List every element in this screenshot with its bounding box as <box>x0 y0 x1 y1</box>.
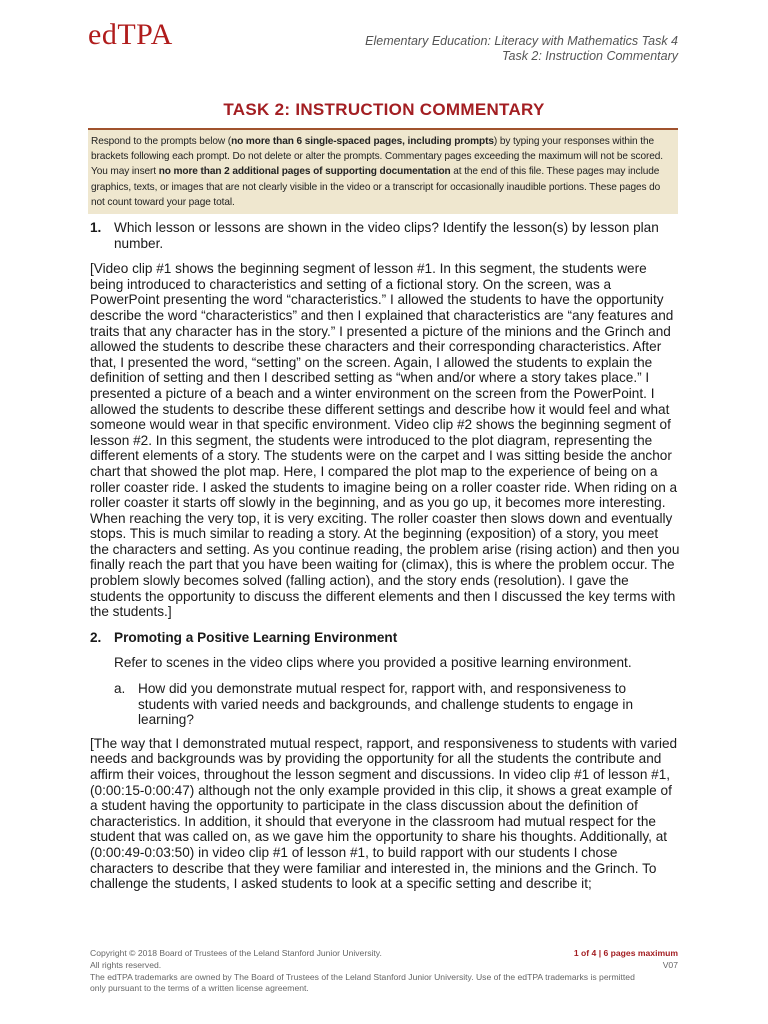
notice-bold-2: no more than 2 additional pages of supporting documentation <box>158 166 451 178</box>
header-subtitle-line1: Elementary Education: Literacy with Mathematics Task 4 <box>365 34 678 48</box>
document-header <box>365 34 678 64</box>
prompt-1 <box>90 220 680 251</box>
notice-text-2: ) by typing your responses within the brackets following each prompt. Do not delete or alter the prompts. Commentary pages exceeding the maximum will not be scored. You may insert <box>91 136 664 178</box>
prompt-2a-text: How did you demonstrate mutual respect for, rapport with, and responsiveness to students with varied needs and backgrounds, and challenge students to engage in learning? <box>138 681 634 728</box>
prompt-2 <box>90 630 680 646</box>
trademark-line: The edTPA trademarks are owned by The Board of Trustees of the Leland Stanford Junior University. Use of the edTPA trademarks is permitted only pursuant to the terms of a written license agreement. <box>90 971 635 994</box>
instructions-box <box>88 128 678 214</box>
prompt-2-number: 2. <box>90 629 102 645</box>
prompt-2a-label: a. <box>114 681 126 697</box>
notice-text-1: Respond to the prompts below ( <box>91 136 232 147</box>
response-1: [Video clip #1 shows the beginning segment of lesson #1. In this segment, the students were being introduced to characteristics and setting of a fictional story. On the screen, was a PowerPoint presenting the word “characteristics.” I allowed the students to have the opportunity describe the word “characteristics” and then I explained that characteristics are “any features and traits that any character has in the story.” I presented a picture of the minions and the Grinch and allowed the students to describe these characters and their corresponding characteristics. After that, I presented the word, “setting” on the screen. Again, I allowed the students to explain the definition of setting and then I described setting as “when and/or where a story takes place.” I presented a picture of a beach and a winter environment on the screen from the PowerPoint. I allowed the students to describe these different settings and describe how it would feel and what someone would wear in that specific environment. Video clip #2 shows the beginning segment of lesson #2. In this segment, the students were introduced to the plot diagram, representing the different elements of a story. The students were on the carpet and I was sitting beside the anchor chart that showed the plot map. Here, I compared the plot map to the experience of being on a roller coaster ride. I asked the students to imagine being on a roller coaster ride. When riding on a roller coaster it starts off slowly in the beginning, and as you go up, it becomes more interesting. When reaching the very top, it is very exciting. The roller coaster then slows down and eventually stops. This is much similar to reading a story. At the beginning (exposition) of a story, you meet the characters and setting. As you continue reading, the problem arise (rising action) and then you finally reach the part that you have been waiting for (climax), this is where the problem occur. The problem slowly becomes solved (falling action), and the story ends (resolution). I gave the students the opportunity to discuss the different elements and then I discussed the key terms with the students.] <box>90 261 680 620</box>
notice-bold-1: no more than 6 single-spaced pages, including prompts <box>231 136 494 147</box>
notice-text-3: at the end of this file. These pages may include graphics, texts, or images that are not clearly visible in the video or a transcript for occasionally inaudible portions. These pages do not count toward your page total. <box>91 166 661 208</box>
version-label: V07 <box>662 959 678 970</box>
header-subtitle-line2: Task 2: Instruction Commentary <box>502 49 678 63</box>
prompt-1-number: 1. <box>90 220 102 235</box>
commentary-body <box>90 220 680 902</box>
prompt-2-intro: Refer to scenes in the video clips where you provided a positive learning environment. <box>114 655 632 671</box>
copyright-line: Copyright © 2018 Board of Trustees of the Leland Stanford Junior University. <box>90 948 382 958</box>
rights-line: All rights reserved. <box>90 959 162 970</box>
response-2a: [The way that I demonstrated mutual respect, rapport, and responsiveness to students with varied needs and backgrounds was by providing the opportunity for all the students the contribute and affirm their voices, throughout the lesson segment and discussions. In video clip #1 of lesson #1, (0:00:15-0:00:47) although not the only example provided in this clip, it shows a great example of a student having the opportunity to participate in the class discussion about the definition of characteristics. In addition, it should that everyone in the classroom had mutual respect for the student that was called on, as we gave him the opportunity to share his thoughts. Additionally, at (0:00:49-0:03:50) in video clip #1 of lesson #1, to build rapport with our students I chose characters to describe that they were familiar and interested in, the minions and the Grinch. To challenge the students, I asked students to look at a specific setting and describe it; <box>90 735 678 892</box>
prompt-2a <box>114 681 680 728</box>
page-count: 1 of 4 | 6 pages maximum <box>573 948 678 958</box>
footer-copyright <box>90 948 650 995</box>
page-title: TASK 2: INSTRUCTION COMMENTARY <box>223 100 545 119</box>
prompt-1-text: Which lesson or lessons are shown in the video clips? Identify the lesson(s) by lesson plan number. <box>114 220 659 251</box>
footer-page-info <box>574 948 678 972</box>
prompt-2-heading: Promoting a Positive Learning Environment <box>114 629 398 645</box>
edtpa-logo: edTPA <box>88 18 173 51</box>
